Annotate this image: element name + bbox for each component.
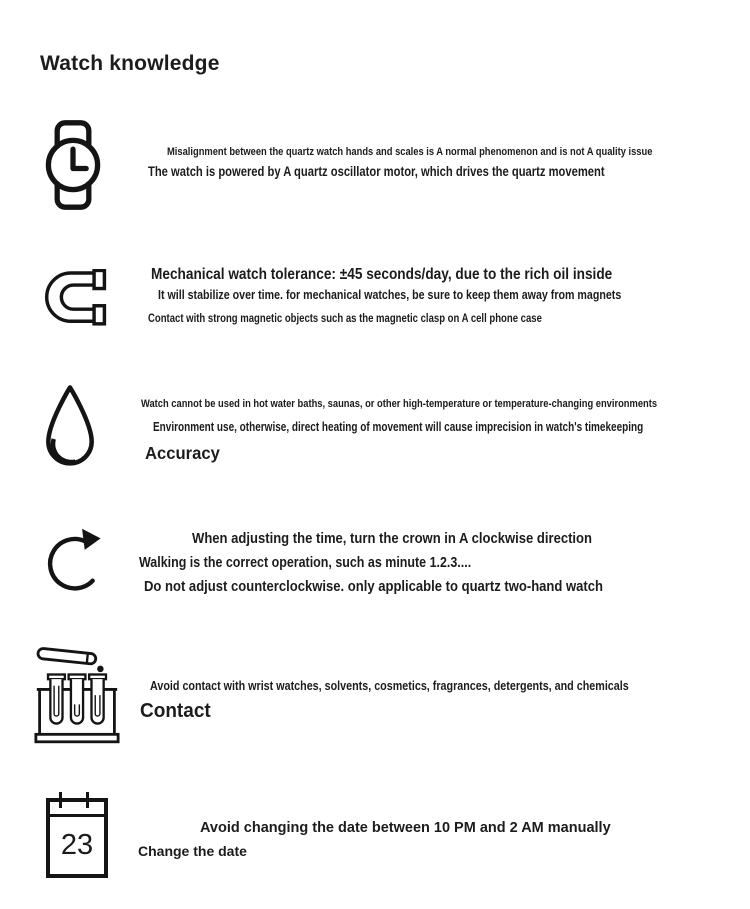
- clockwise-arrow-icon: [45, 524, 105, 609]
- test-tubes-icon: [34, 646, 120, 751]
- section-text-line: Change the date: [138, 843, 247, 859]
- calendar-icon: [46, 798, 108, 878]
- water-drop-icon: [42, 380, 98, 483]
- section-text-line: Environment use, otherwise, direct heating of movement will cause imprecision in watch's timekeeping: [153, 420, 644, 434]
- page-title: Watch knowledge: [40, 52, 220, 76]
- section-text-line: Avoid changing the date between 10 PM and 2 AM manually: [200, 820, 611, 836]
- section-text-line: When adjusting the time, turn the crown in A clockwise direction: [192, 531, 593, 547]
- section-text-line: Walking is the correct operation, such as minute 1.2.3....: [139, 555, 472, 571]
- section-text-line: It will stabilize over time. for mechanical watches, be sure to keep them away from magnets: [158, 287, 622, 302]
- section-text-line: Avoid contact with wrist watches, solvents, cosmetics, fragrances, detergents, and chemicals: [150, 679, 629, 693]
- section-text-line: Misalignment between the quartz watch hands and scales is A normal phenomenon and is not A quality issue: [167, 146, 653, 158]
- section-text-line: Contact with strong magnetic objects such as the magnetic clasp on A cell phone case: [148, 313, 542, 325]
- section-text-line: Watch cannot be used in hot water baths, saunas, or other high-temperature or temperature-changing environments: [141, 398, 658, 410]
- section-text-line: The watch is powered by A quartz oscillator motor, which drives the quartz movement: [148, 163, 605, 179]
- calendar-header: [50, 802, 104, 817]
- section-text-line: Do not adjust counterclockwise. only applicable to quartz two-hand watch: [144, 579, 603, 595]
- section-heading-accuracy: Accuracy: [145, 443, 220, 463]
- section-heading-contact: Contact: [140, 700, 211, 722]
- calendar-day-number: 23: [60, 829, 94, 861]
- section-text-line: Mechanical watch tolerance: ±45 seconds/day, due to the rich oil inside: [151, 266, 613, 283]
- wristwatch-icon: [44, 116, 102, 219]
- magnet-icon: [45, 269, 107, 332]
